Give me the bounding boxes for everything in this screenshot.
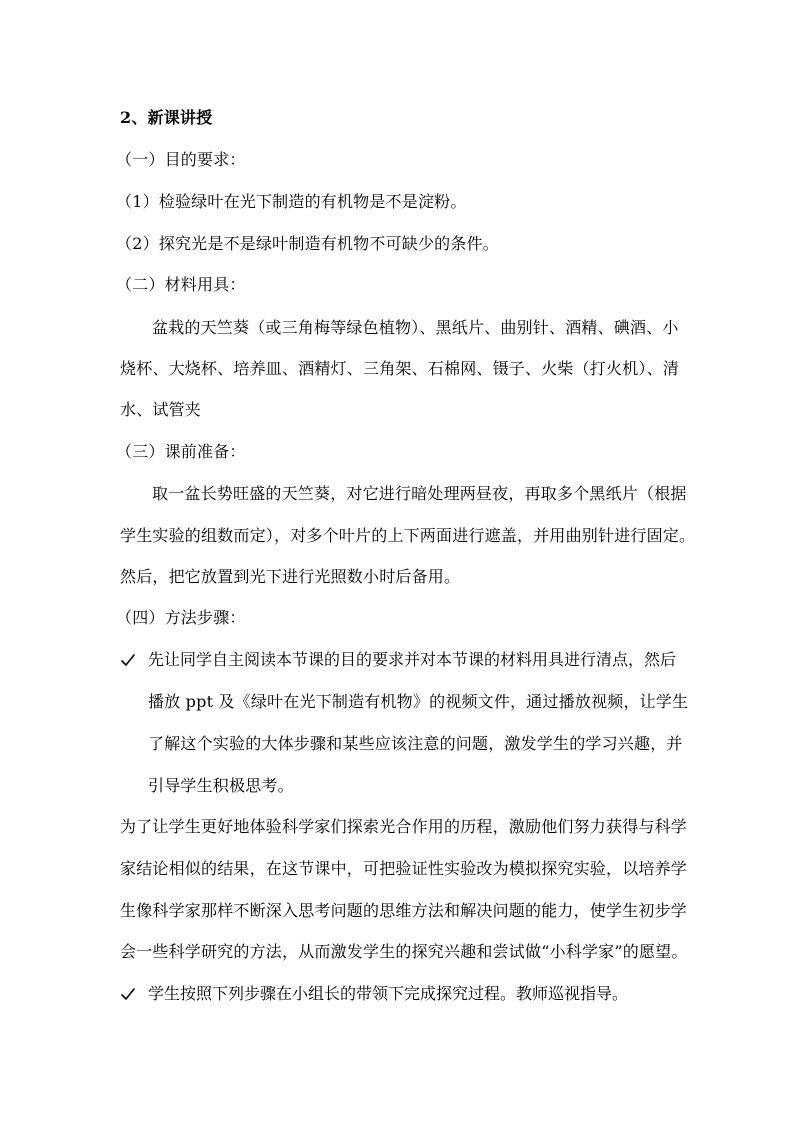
preparation-title: （三）课前准备：: [116, 442, 246, 461]
bullet-1-line-3: 了解这个实验的大体步骤和某些应该注意的问题，激发学生的学习兴趣，并: [148, 734, 683, 753]
steps-title: （四）方法步骤：: [116, 608, 246, 627]
preparation-line-3: 然后，把它放置到光下进行光照数小时后备用。: [120, 567, 461, 586]
para-line-1: 为了让学生更好地体验科学家们探索光合作用的历程，激励他们努力获得与科学: [120, 817, 688, 836]
para-line-4: 会一些科学研究的方法，从而激发学生的探究兴趣和尝试做“小科学家”的愿望。: [120, 942, 688, 961]
bullet-1-line-4: 引导学生积极思考。: [148, 776, 294, 795]
preparation-line-1: 取一盆长势旺盛的天竺葵，对它进行暗处理两昼夜，再取多个黑纸片（根据: [152, 484, 687, 503]
goals-title: （一）目的要求：: [116, 150, 246, 169]
materials-line-2: 烧杯、大烧杯、培养皿、酒精灯、三角架、石棉网、镊子、火柴（打火机）、清: [120, 359, 680, 378]
materials-title: （二）材料用具：: [116, 275, 246, 294]
materials-line-3: 水、试管夹: [120, 400, 202, 419]
materials-line-1: 盆栽的天竺葵（或三角梅等绿色植物）、黑纸片、曲别针、酒精、碘酒、小: [152, 318, 679, 337]
check-mark-icon: [120, 984, 136, 1004]
para-line-2: 家结论相似的结果，在这节课中，可把验证性实验改为模拟探究实验，以培养学: [120, 859, 688, 878]
section-heading: 2、新课讲授: [120, 108, 213, 127]
bullet-1-line-2: 播放 ppt 及《绿叶在光下制造有机物》的视频文件，通过播放视频，让学生: [148, 692, 689, 711]
preparation-line-2: 学生实验的组数而定），对多个叶片的上下两面进行遮盖，并用曲别针进行固定。: [120, 526, 696, 545]
goals-item-2: （2）探究光是不是绿叶制造有机物不可缺少的条件。: [116, 234, 499, 253]
bullet-1-line-1: 先让同学自主阅读本节课的目的要求并对本节课的材料用具进行清点，然后: [148, 650, 677, 669]
check-mark-icon: [120, 650, 136, 670]
bullet-2-line-1: 学生按照下列步骤在小组长的带领下完成探究过程。教师巡视指导。: [148, 984, 629, 1003]
para-line-3: 生像科学家那样不断深入思考问题的思维方法和解决问题的能力，使学生初步学: [120, 901, 688, 920]
goals-item-1: （1）检验绿叶在光下制造的有机物是不是淀粉。: [116, 192, 467, 211]
